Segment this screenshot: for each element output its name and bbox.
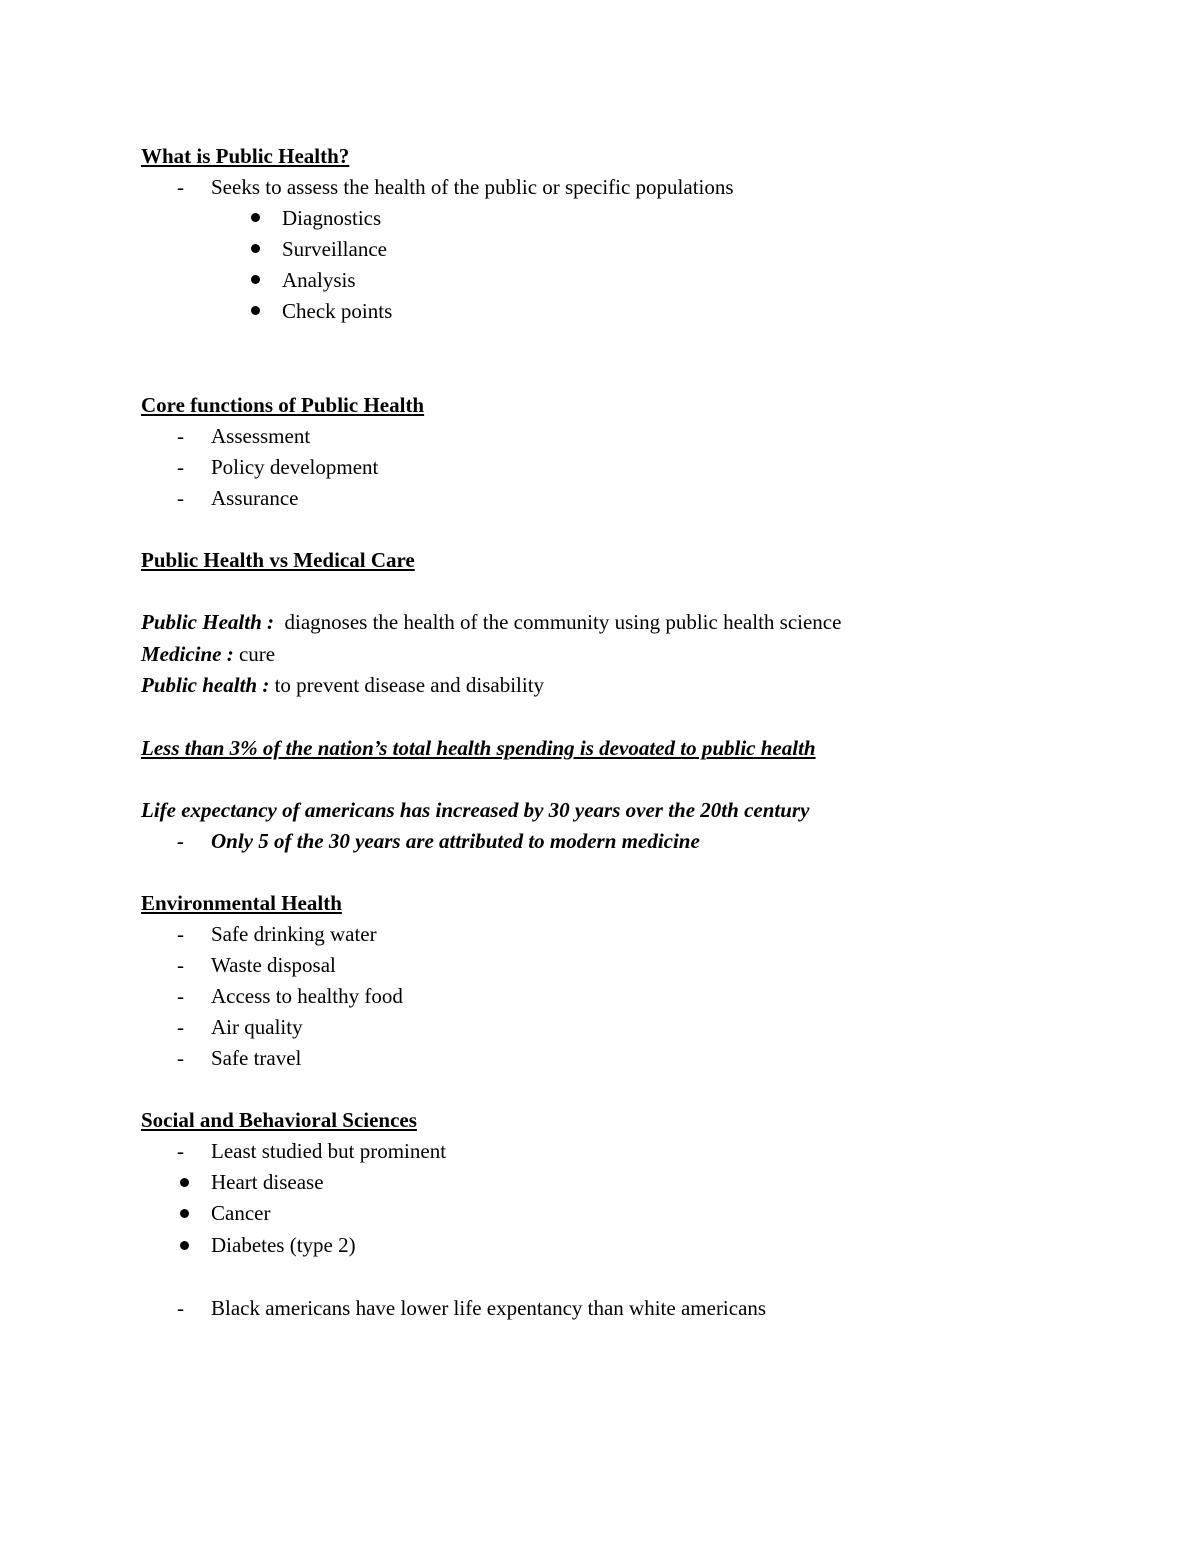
heading-social-behavioral-sciences: Social and Behavioral Sciences	[141, 1108, 417, 1132]
definition-text: cure	[233, 642, 276, 666]
list-item: Policy development	[211, 455, 379, 479]
dash-marker: -	[177, 424, 184, 448]
bullet-icon	[251, 306, 260, 315]
list-item: Access to healthy food	[211, 984, 403, 1008]
dash-marker: -	[177, 829, 184, 853]
list-item: Safe travel	[211, 1046, 302, 1070]
list-item: Assurance	[211, 486, 299, 510]
bullet-icon	[180, 1178, 189, 1187]
definition-text: to prevent disease and disability	[269, 673, 545, 697]
spending-statement: Less than 3% of the nation’s total health spending is devoated to public health	[141, 736, 816, 760]
dash-marker: -	[177, 953, 184, 977]
heading-core-functions: Core functions of Public Health	[141, 393, 425, 417]
bullet-icon	[251, 275, 260, 284]
dash-marker: -	[177, 1296, 184, 1320]
definition-term: Public health :	[141, 673, 270, 697]
bullet-icon	[180, 1209, 189, 1218]
dash-marker: -	[177, 984, 184, 1008]
list-item: Least studied but prominent	[211, 1139, 447, 1163]
definition-term: Public Health :	[141, 610, 274, 634]
heading-public-health-vs-medical-care: Public Health vs Medical Care	[141, 548, 415, 572]
dash-marker: -	[177, 922, 184, 946]
list-item: Surveillance	[282, 237, 387, 261]
dash-marker: -	[177, 1139, 184, 1163]
heading-environmental-health: Environmental Health	[141, 891, 342, 915]
list-item: Black americans have lower life expentancy than white americans	[211, 1296, 767, 1320]
list-item: Only 5 of the 30 years are attributed to modern medicine	[211, 829, 700, 853]
heading-what-is-public-health: What is Public Health?	[141, 144, 350, 168]
list-item: Cancer	[211, 1201, 271, 1225]
list-item: Safe drinking water	[211, 922, 377, 946]
bullet-icon	[251, 244, 260, 253]
life-expectancy-statement: Life expectancy of americans has increased by 30 years over the 20th century	[141, 798, 810, 822]
list-item: Heart disease	[211, 1170, 324, 1194]
definition-term: Medicine :	[141, 642, 234, 666]
list-item: Seeks to assess the health of the public or specific populations	[211, 175, 734, 199]
list-item: Waste disposal	[211, 953, 336, 977]
list-item: Diagnostics	[282, 206, 382, 230]
dash-marker: -	[177, 486, 184, 510]
list-item: Air quality	[211, 1015, 303, 1039]
list-item: Analysis	[282, 268, 356, 292]
definition-row	[141, 641, 275, 667]
dash-marker: -	[177, 455, 184, 479]
list-item: Diabetes (type 2)	[211, 1233, 356, 1257]
definition-row	[141, 609, 841, 635]
dash-marker: -	[177, 1015, 184, 1039]
dash-marker: -	[177, 1046, 184, 1070]
bullet-icon	[251, 213, 260, 222]
dash-marker: -	[177, 175, 184, 199]
definition-text: diagnoses the health of the community using public health science	[274, 610, 842, 634]
list-item: Check points	[282, 299, 393, 323]
list-item: Assessment	[211, 424, 311, 448]
definition-row	[141, 672, 544, 698]
bullet-icon	[180, 1241, 189, 1250]
